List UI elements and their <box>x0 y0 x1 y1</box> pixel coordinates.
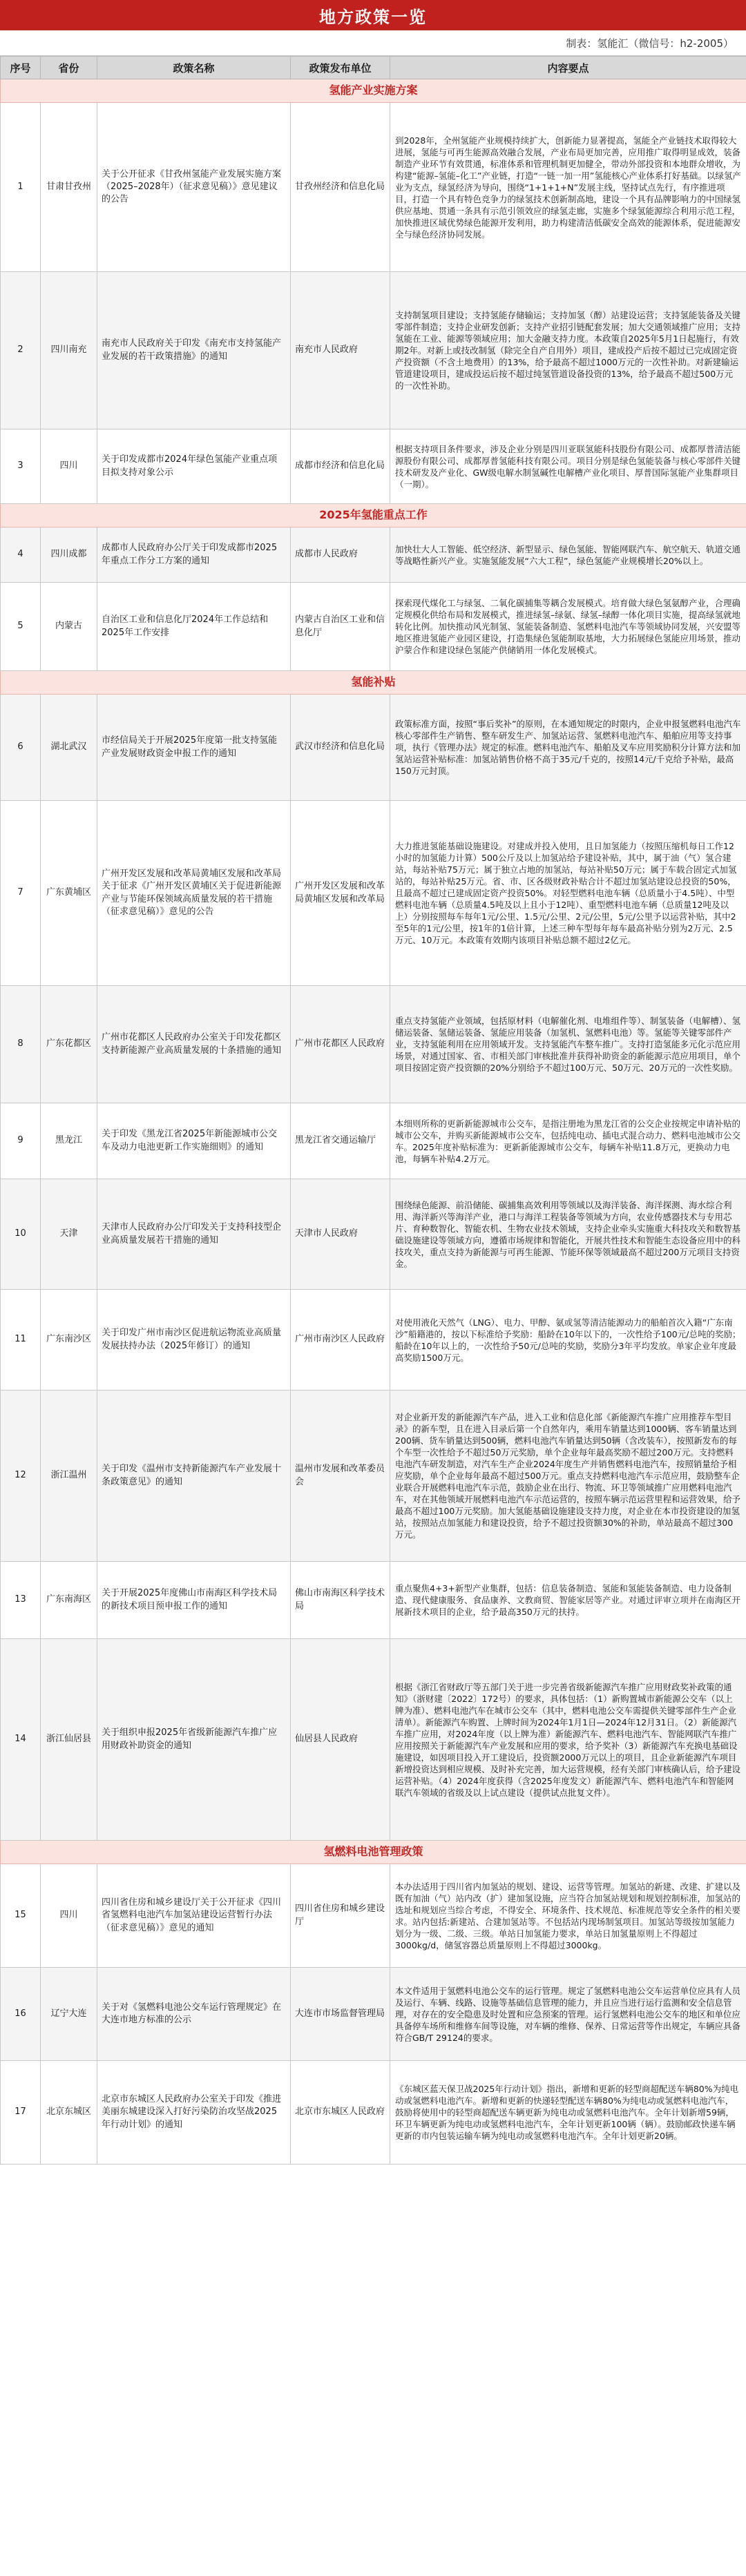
header-no: 序号 <box>1 57 41 79</box>
row-number: 6 <box>1 695 41 801</box>
row-number: 16 <box>1 1968 41 2061</box>
row-province: 四川 <box>41 429 97 504</box>
row-province: 浙江温州 <box>41 1391 97 1562</box>
row-content: 到2028年，全州氢能产业规模持续扩大，创新能力显著提高，氢能全产业链技术取得较大进展，氢能与可再生能源高效融合发展，产业布局更加完善，应用推广取得明显成效，装备制造产业环节有效贯通，标准体系和管理机制更加健全，带动外部投资和本地群众增收，为构建“能源–氢能–化工”产业链，打造“一链一加一用”氢能核心产业体系打好基础。以绿氢产业为支点，绿氢经济为导向，围绕“1+1+1+N”发展主线，坚持试点先行，有序推进项目，打造一个具有特色竞争力的绿氢技术创新制高地，建设一个具有品牌影响力的中国绿氢供应基地、贯通一条具有示范引领效应的绿氢走廊，实施多个绿氢能源综合利用示范工程，加快推进区域优势绿色能源开发利用，助力构建清洁低碳安全高效的能源体系，促进能源安全与绿色经济协同发展。 <box>390 103 746 272</box>
header-policy-name: 政策名称 <box>97 57 291 79</box>
row-content: 《东城区蓝天保卫战2025年行动计划》指出，新增和更新的轻型商超配送车辆80%为纯电动或氢燃料电池汽车。新增和更新的快递轻型配送车辆80%为纯电动或氢燃料电池汽车，鼓励将使用中的轻型商超配送车辆更新为纯电动或氢燃料电池汽车。全年计划新增59辆，环卫车辆更新为纯电动或氢燃料电池汽车，全年计划更新100辆（辆）。鼓励邮政快递车辆更新的市内包装运输车辆为纯电动或氢燃料电池汽车。全年计划更新20辆。 <box>390 2061 746 2165</box>
table-row <box>1 1179 746 1290</box>
row-content: 本办法适用于四川省内加氢站的规划、建设、运营等管理。加氢站的新建、改建、扩建以及既有加油（气）站内改（扩）建加氢设施，应当符合加氢站规划和规划控制标准，加氢站的选址和规划应当综合考虑，不得安全、环境条件、技术规范、标准规范等安全条件的相关要求。站内包括:新建站、合建加氢站等。不包括站内现场制氢项目。加氢站等级按加氢能力划分为一级、二级、三级。单站日加氢能力要求，单站日加氢量原则上不得超过3000kg/d，储氢容器总质量原则上不得超过3000kg。 <box>390 1864 746 1968</box>
row-province: 四川成都 <box>41 527 97 583</box>
row-number: 15 <box>1 1864 41 1968</box>
row-publisher: 广州开发区发展和改革局黄埔区发展和改革局 <box>291 801 390 986</box>
row-content: 支持制氢项目建设；支持氢能存储输运；支持加氢（醇）站建设运营；支持氢能装备及关键零部件制造；支持企业研发创新；支持产业招引链配套发展；加大交通领域推广应用；支持氢能在工业、能源等领域应用；加大金融支持力度。本政策自2025年5月1日起施行，有效期2年。对新上或技改制氢（除完全自产自用外）项目，建成投产后按不超过已完成固定资产投资额（不含土地费用）的13%，给予最高不超过1000万元的一次性补助。对新建输运管道建设项目，建成投运后按不超过纯氢管道设备投资的13%，给予最高不超过500万元的一次性补助。 <box>390 272 746 429</box>
row-province: 湖北武汉 <box>41 695 97 801</box>
row-content: 本文件适用于氢燃料电池公交车的运行管理。规定了氢燃料电池公交车运营单位应具有人员及运行、车辆、线路、设施等基础信息管理的能力，并且应当进行运行监测和安全信息管理，对存在的安全隐患及时处置和应急预案的管理。运行氢燃料电池公交车的地区和单位应具备停车场所和维修车间等设施，对车辆的维修、保养、日常运营等作出规定，车辆应具备符合GB/T 29124的要求。 <box>390 1968 746 2061</box>
row-number: 12 <box>1 1391 41 1562</box>
row-publisher: 四川省住房和城乡建设厅 <box>291 1864 390 1968</box>
row-policy-name: 关于公开征求《甘孜州氢能产业发展实施方案（2025–2028年）（征求意见稿）》意见建议的公告 <box>97 103 291 272</box>
row-province: 广东南沙区 <box>41 1290 97 1391</box>
row-policy-name: 四川省住房和城乡建设厅关于公开征求《四川省氢燃料电池汽车加氢站建设运营暂行办法（征求意见稿）》意见的通知 <box>97 1864 291 1968</box>
table-row <box>1 1864 746 1968</box>
table-row <box>1 1290 746 1391</box>
row-policy-name: 北京市东城区人民政府办公室关于印发《推进美丽东城建设深入打好污染防治攻坚战2025年行动计划》的通知 <box>97 2061 291 2165</box>
row-policy-name: 成都市人民政府办公厅关于印发成都市2025年重点工作分工方案的通知 <box>97 527 291 583</box>
row-content: 根据《浙江省财政厅等五部门关于进一步完善省级新能源汽车推广应用财政奖补政策的通知》（浙财建〔2022〕172号）的要求，具体包括：（1）新购置城市新能源公交车（以上牌为准）、燃料电池汽车在城市公交车（其中，燃料电池公交车需提供关键零部件生产企业清单）。新能源汽车购置、上牌时间为2024年1月1日—2024年12月31日。（2）新能源汽车推广应用，对2024年度（以上牌为准）新能源汽车、燃料电池汽车、智能网联汽车推广应用按照关于新能源汽车产业发展和应用的要求，给予奖补（3）新能源汽车充换电基础设施建设，如因项目投入开工建设后，投资额2000万元以上的项目，且企业新能源汽车项目新增投资达到相应规模、及时补充完善，加大运营规模，经有关部门审核确认后，给予建设运营补贴。（4）2024年度获得（含2025年度发文）新能源汽车、燃料电池汽车和智能网联汽车领域的省级及以上试点建设（提供试点批复文件）。 <box>390 1639 746 1841</box>
section-header-row <box>1 1841 746 1864</box>
row-content: 加快壮大人工智能、低空经济、新型显示、绿色氢能、智能网联汽车、航空航天、轨道交通等战略性新兴产业。实施氢能发展“六大工程”，绿色氢能产业规模增长20%以上。 <box>390 527 746 583</box>
table-row <box>1 986 746 1103</box>
row-policy-name: 关于组织申报2025年省级新能源汽车推广应用财政补助资金的通知 <box>97 1639 291 1841</box>
row-publisher: 甘孜州经济和信息化局 <box>291 103 390 272</box>
row-publisher: 成都市经济和信息化局 <box>291 429 390 504</box>
row-province: 广东花都区 <box>41 986 97 1103</box>
policy-table <box>0 56 746 2165</box>
row-policy-name: 自治区工业和信息化厅2024年工作总结和2025年工作安排 <box>97 583 291 671</box>
row-number: 2 <box>1 272 41 429</box>
row-number: 4 <box>1 527 41 583</box>
table-row <box>1 1639 746 1841</box>
row-province: 天津 <box>41 1179 97 1290</box>
row-policy-name: 南充市人民政府关于印发《南充市支持氢能产业发展的若干政策措施》的通知 <box>97 272 291 429</box>
row-publisher: 广州市南沙区人民政府 <box>291 1290 390 1391</box>
section-title: 2025年氢能重点工作 <box>1 504 746 527</box>
row-province: 黑龙江 <box>41 1103 97 1179</box>
row-number: 14 <box>1 1639 41 1841</box>
row-number: 7 <box>1 801 41 986</box>
row-province: 北京东城区 <box>41 2061 97 2165</box>
page-title: 地方政策一览 <box>0 0 746 30</box>
row-content: 重点聚焦4+3+新型产业集群，包括：信息装备制造、氢能和氢能装备制造、电力设备制造、现代健康服务、食品康养、文教商贸、智能家居等产业。对通过评审立项并在南海区开展新技术项目的企业，给予最高350万元的扶持。 <box>390 1562 746 1639</box>
row-province: 浙江仙居县 <box>41 1639 97 1841</box>
table-row <box>1 103 746 272</box>
row-publisher: 温州市发展和改革委员会 <box>291 1391 390 1562</box>
row-number: 10 <box>1 1179 41 1290</box>
row-policy-name: 关于对《氢燃料电池公交车运行管理规定》在大连市地方标准的公示 <box>97 1968 291 2061</box>
row-publisher: 内蒙古自治区工业和信息化厅 <box>291 583 390 671</box>
row-number: 5 <box>1 583 41 671</box>
row-province: 广东南海区 <box>41 1562 97 1639</box>
credit-line: 制表：氢能汇（微信号：h2-2005） <box>0 30 746 56</box>
row-content: 重点支持氢能产业领域，包括原材料（电解催化剂、电堆组件等）、制氢装备（电解槽）、氢储运装备、氢储运装备、氢能应用装备（加氢机、氢燃料电池）等。氢能等关键零部件产业，支持氢能利用在应用领域开发。支持氢能汽车整车推广。支持打造氢能多元化示范应用场景，对通过国家、省、市相关部门审核批准并获得补助资金的新能源示范应用项目，单个项目按固定资产投资额的20%分别给予不超过100万元、50万元、20万元的一次性奖励。 <box>390 986 746 1103</box>
row-publisher: 成都市人民政府 <box>291 527 390 583</box>
section-header-row <box>1 79 746 103</box>
row-content: 探索现代煤化工与绿氢、二氧化碳捕集等耦合发展模式。培育做大绿色氢氨醇产业，合理确定规模化供给布局和发展模式，推进绿氢–绿氨、绿氢–绿醇一体化项目实施，提高绿氢就地转化比例。加快推动风光制氢、氢能装备制造、氢燃料电池汽车等领域协同发展，兴安盟等地区推进氢能产业园区建设，打造集绿色氢能制取基地，大力拓展绿色氢能应用场景，推动沪蒙合作和建设绿色氢能产供储销用一体化发展模式。 <box>390 583 746 671</box>
row-content: 对企业新开发的新能源汽车产品，进入工业和信息化部《新能源汽车推广应用推荐车型目录》的新车型，且在进入目录后第一个自然年内，乘用车销量达到1000辆、客车销量达到200辆、货车销量达到500辆，燃料电池汽车销量达到50辆（含改装车），按照新发布的每个车型一次性给予不超过50万元奖励，单个企业每年最高奖励不超过200万元。支持燃料电池汽车研发制造，对汽车生产企业2024年度生产并销售燃料电池汽车，按照销量给予相应奖励，单个企业每年最高不超过500万元。重点支持燃料电池汽车示范应用，鼓励整车企业联合开展燃料电池汽车示范，鼓励企业在出行、物流、环卫等领域推广应用燃料电池汽车，对在其他领域开展燃料电池汽车示范运营的，按照车辆示范运营里程和运营效果，给予最高不超过100万元奖励。加大氢能基础设施建设支持力度，对企业在本市投资建设的加氢站，按照站点加氢能力和建设投资，给予不超过投资额30%的补助，单站最高不超过300万元。 <box>390 1391 746 1562</box>
table-body <box>1 79 746 2165</box>
row-number: 3 <box>1 429 41 504</box>
row-policy-name: 关于印发《温州市支持新能源汽车产业发展十条政策意见》的通知 <box>97 1391 291 1562</box>
header-province: 省份 <box>41 57 97 79</box>
row-content: 本细则所称的更新新能源城市公交车，是指注册地为黑龙江省的公交企业按规定申请补贴的城市公交车，并购买新能源城市公交车，包括纯电动、插电式混合动力、燃料电池城市公交车。2025年度补贴标准为：更新新能源城市公交车，每辆车补贴11.8万元，更换动力电池，每辆车补贴4.2万元。 <box>390 1103 746 1179</box>
row-number: 9 <box>1 1103 41 1179</box>
header-content: 内容要点 <box>390 57 746 79</box>
row-province: 四川南充 <box>41 272 97 429</box>
table-row <box>1 1968 746 2061</box>
row-province: 四川 <box>41 1864 97 1968</box>
row-number: 1 <box>1 103 41 272</box>
row-policy-name: 广州市花都区人民政府办公室关于印发花都区支持新能源产业高质量发展的十条措施的通知 <box>97 986 291 1103</box>
row-policy-name: 关于印发广州市南沙区促进航运物流业高质量发展扶持办法（2025年修订）的通知 <box>97 1290 291 1391</box>
table-row <box>1 1103 746 1179</box>
row-policy-name: 天津市人民政府办公厅印发关于支持科技型企业高质量发展若干措施的通知 <box>97 1179 291 1290</box>
row-number: 13 <box>1 1562 41 1639</box>
table-row <box>1 801 746 986</box>
row-publisher: 佛山市南海区科学技术局 <box>291 1562 390 1639</box>
row-province: 广东黄埔区 <box>41 801 97 986</box>
row-policy-name: 关于印发《黑龙江省2025年新能源城市公交车及动力电池更新工作实施细则》的通知 <box>97 1103 291 1179</box>
table-row <box>1 583 746 671</box>
table-row <box>1 1391 746 1562</box>
section-header-row <box>1 504 746 527</box>
row-policy-name: 广州开发区发展和改革局黄埔区发展和改革局关于征求《广州开发区黄埔区关于促进新能源产业与节能环保领域高质量发展的若干措施（征求意见稿）》意见的公告 <box>97 801 291 986</box>
table-row <box>1 1562 746 1639</box>
table-row <box>1 429 746 504</box>
row-publisher: 天津市人民政府 <box>291 1179 390 1290</box>
row-content: 大力推进氢能基础设施建设。对建成并投入使用，且日加氢能力（按照压缩机每日工作12小时的加氢能力计算）500公斤及以上加氢站给予建设补贴，其中，属于油（气）氢合建站，每站补贴75万元；属于独立占地的加氢站，每站补贴50万元；属于车载合固定式加氢站的，每站补贴25万元。省、市、区各级财政补贴合计不超过加氢站建设总投资的50%，且最高不超过已建成固定资产投资50%。对轻型燃料电池车辆（总质量小于4.5吨）、中型燃料电池车辆（总质量4.5吨及以上且小于12吨）、重型燃料电池车辆（总质量12吨及以上）分别按照每车每年1元/公里、1.5元/公里、2元/公里，5元/公里予以运营补贴，其中2至5年的1元/公里，按1年的1倍计算，上述三种车型每年每车最高补贴分别为2万元、2.5万元、10万元。本政策有效期内该项目补贴总额不超过2亿元。 <box>390 801 746 986</box>
section-header-row <box>1 671 746 695</box>
section-title: 氢能产业实施方案 <box>1 79 746 103</box>
row-province: 内蒙古 <box>41 583 97 671</box>
row-publisher: 黑龙江省交通运输厅 <box>291 1103 390 1179</box>
row-number: 11 <box>1 1290 41 1391</box>
table-row <box>1 695 746 801</box>
row-policy-name: 市经信局关于开展2025年度第一批支持氢能产业发展财政资金申报工作的通知 <box>97 695 291 801</box>
row-publisher: 北京市东城区人民政府 <box>291 2061 390 2165</box>
row-content: 对使用液化天然气（LNG）、电力、甲醇、氨或氢等清洁能源动力的船舶首次入籍“广东南沙”船籍港的，按以下标准给予奖励：船龄在10年以下的，一次性给予100元/总吨的奖励；船龄在10年以上的，一次性给予50元/总吨的奖励，奖励分3年平均发放。单家企业年度最高奖励1500万元。 <box>390 1290 746 1391</box>
table-row <box>1 2061 746 2165</box>
row-publisher: 武汉市经济和信息化局 <box>291 695 390 801</box>
header-publisher: 政策发布单位 <box>291 57 390 79</box>
row-number: 17 <box>1 2061 41 2165</box>
row-province: 辽宁大连 <box>41 1968 97 2061</box>
row-content: 政策标准方面，按照“事后奖补”的原则，在本通知规定的时限内，企业申报氢燃料电池汽车核心零部件生产销售、整车研发生产、加氢站运营、氢燃料电池汽车、船舶应用等支持事项，执行《管理办法》规定的标准。燃料电池汽车、船舶及叉车应用奖励积分计算方法和加氢站运营补贴标准：加氢站销售价格不高于35元/千克的，按照14元/千克给予补贴，最高150万元封顶。 <box>390 695 746 801</box>
row-province: 甘肃甘孜州 <box>41 103 97 272</box>
section-title: 氢能补贴 <box>1 671 746 695</box>
row-publisher: 大连市市场监督管理局 <box>291 1968 390 2061</box>
row-content: 围绕绿色能源、前沿储能、碳捕集高效利用等领域以及海洋装备、海洋探测、海水综合利用、海洋新兴等海洋产业，港口与海洋工程装备等领域为方向，农业传感器技术与专用芯片、育种数智化、智能农机、生物农业技术领域，支持企业牵头实施重大科技攻关和数智基础设施建设等领域方向，遵循市场规律和智能化，开展共性技术和智能生态设备应用中的科技攻关，重点支持为新能源与可再生能源、节能环保等领域最高不超过200万元项目支持资金。 <box>390 1179 746 1290</box>
row-number: 8 <box>1 986 41 1103</box>
row-policy-name: 关于开展2025年度佛山市南海区科学技术局的新技术项目预申报工作的通知 <box>97 1562 291 1639</box>
table-header-row <box>1 57 746 79</box>
row-content: 根据支持项目条件要求，涉及企业分别是四川亚联氢能科技股份有限公司、成都厚普清洁能源股份有限公司、成都厚普氢能科技有限公司。项目分别是绿色氢能装备与核心零部件关键技术研发及产业化、GW级电解水制氢碱性电解槽产业化项目、厚普国际氢能产业集群项目（一期）。 <box>390 429 746 504</box>
section-title: 氢燃料电池管理政策 <box>1 1841 746 1864</box>
row-publisher: 南充市人民政府 <box>291 272 390 429</box>
row-publisher: 广州市花都区人民政府 <box>291 986 390 1103</box>
table-row <box>1 272 746 429</box>
row-policy-name: 关于印发成都市2024年绿色氢能产业重点项目拟支持对象公示 <box>97 429 291 504</box>
row-publisher: 仙居县人民政府 <box>291 1639 390 1841</box>
table-row <box>1 527 746 583</box>
